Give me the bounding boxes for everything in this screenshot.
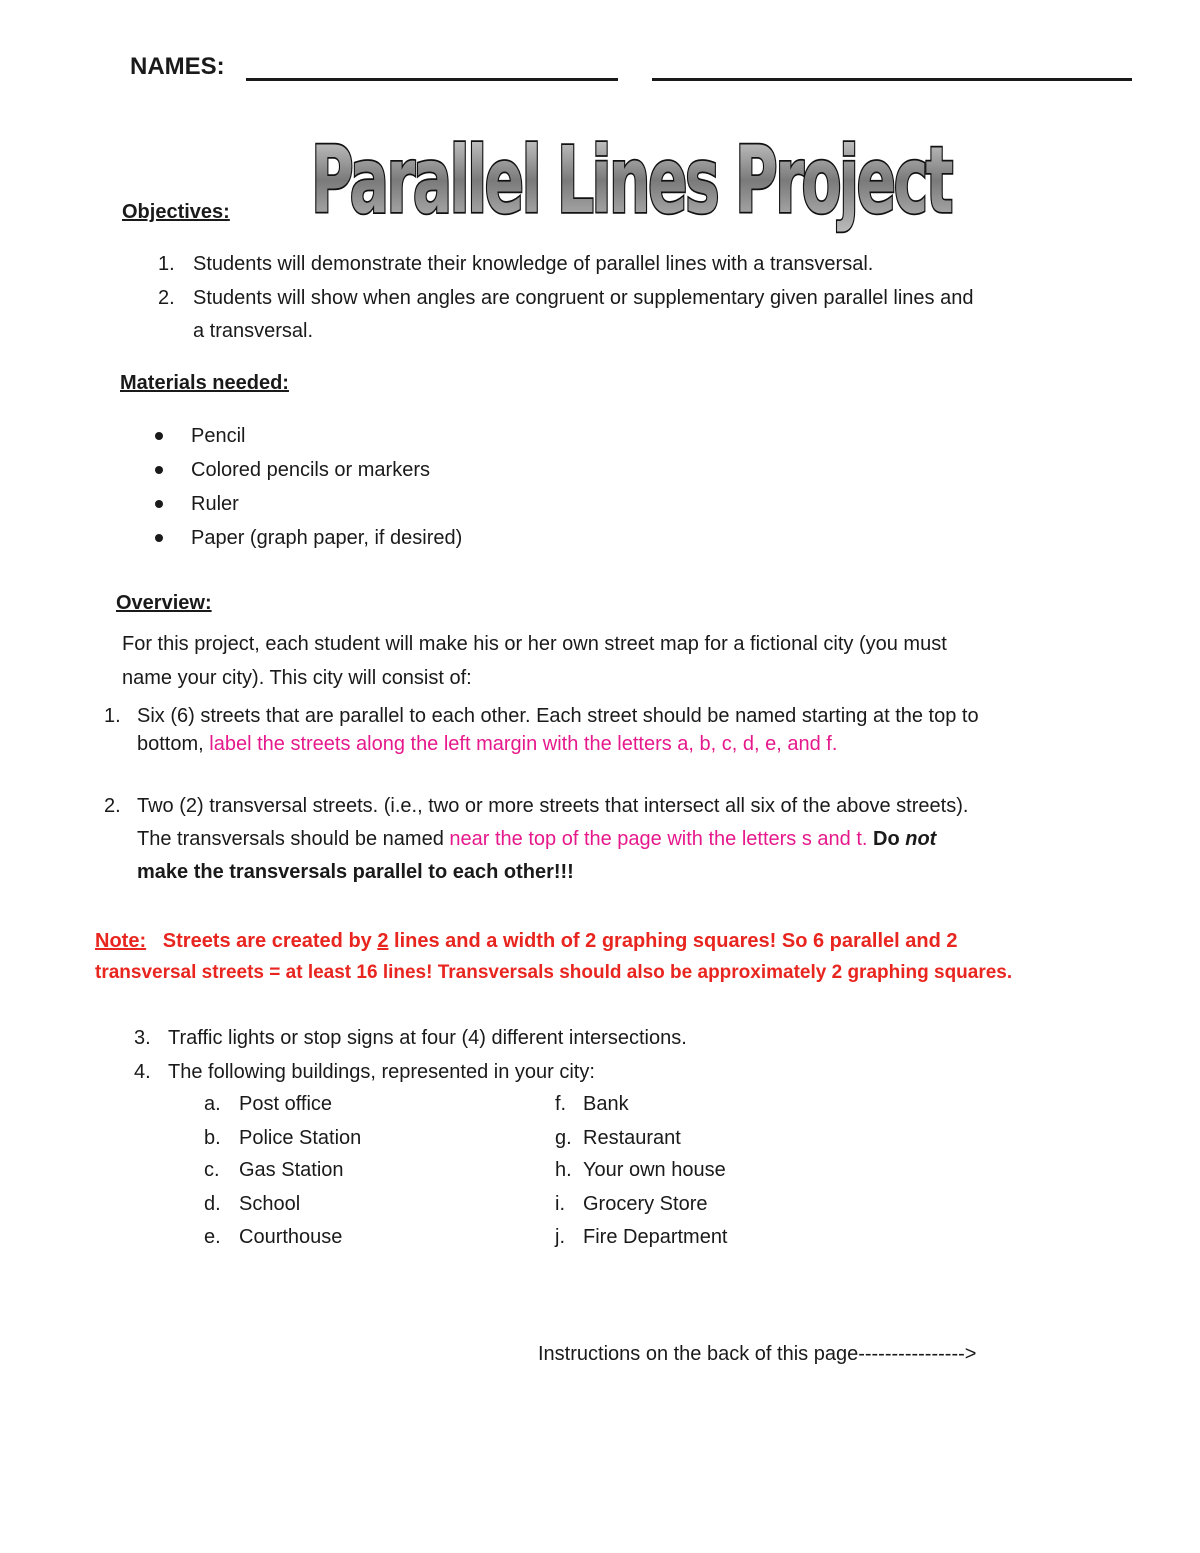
building-name: Gas Station (239, 1159, 344, 1181)
overview-intro-line-1: For this project, each student will make his or her own street map for a fictional city (you must (122, 633, 947, 655)
list-item-text-4: The following buildings, represented in your city: (168, 1061, 595, 1083)
overview-item-2-highlight: near the top of the page with the letters s and t. (449, 828, 868, 850)
title-logo (304, 116, 958, 234)
note-number: 2 (377, 930, 389, 952)
objective-text-2: Students will show when angles are congruent or supplementary given parallel lines and (193, 287, 974, 309)
building-name: Bank (583, 1093, 629, 1115)
building-letter: b. (204, 1127, 221, 1149)
building-letter: d. (204, 1193, 221, 1215)
overview-item-1-highlight: label the streets along the left margin with the letters a, b, c, d, e, and f. (209, 733, 838, 755)
building-name: School (239, 1193, 301, 1215)
bullet-icon (155, 432, 163, 440)
note-line-2: transversal streets = at least 16 lines! Transversals should also be approximately 2 graphing squares. (95, 962, 1013, 983)
bullet-icon (155, 466, 163, 474)
overview-item-2-line-3: make the transversals parallel to each other!!! (137, 861, 574, 883)
building-letter: g. (555, 1127, 572, 1149)
objective-number-1: 1. (158, 253, 175, 275)
list-item-text-3: Traffic lights or stop signs at four (4) different intersections. (168, 1027, 687, 1049)
material-item: Colored pencils or markers (191, 459, 430, 481)
building-name: Post office (239, 1093, 333, 1115)
overview-item-2-line-1: Two (2) transversal streets. (i.e., two or more streets that intersect all six of the above streets). (137, 795, 969, 817)
overview-item-number-2: 2. (104, 795, 121, 817)
building-letter: c. (204, 1159, 220, 1181)
building-name: Courthouse (239, 1226, 343, 1248)
materials-heading: Materials needed: (120, 372, 289, 394)
overview-item-1-line-2 (137, 732, 837, 756)
overview-item-2-not: not (905, 828, 937, 850)
objectives-heading: Objectives: (122, 201, 230, 223)
overview-item-1-line-1: Six (6) streets that are parallel to each other. Each street should be named starting at the top to (137, 705, 979, 727)
building-name: Your own house (583, 1159, 726, 1181)
building-name: Police Station (239, 1127, 362, 1149)
material-item: Pencil (191, 425, 246, 447)
note-text-b: lines and a width of 2 graphing squares! So 6 parallel and 2 (388, 930, 958, 952)
list-item-number-3: 3. (134, 1027, 151, 1049)
objective-number-2: 2. (158, 287, 175, 309)
list-item-number-4: 4. (134, 1061, 151, 1083)
objective-text-1: Students will demonstrate their knowledge of parallel lines with a transversal. (193, 253, 874, 275)
note-text-a: Streets are created by (162, 930, 378, 952)
bullet-icon (155, 534, 163, 542)
note-label: Note: (95, 930, 147, 952)
building-name: Fire Department (583, 1226, 728, 1248)
building-letter: j. (555, 1226, 565, 1248)
back-page-instructions: Instructions on the back of this page----------------> (538, 1343, 977, 1365)
overview-item-1-plain: bottom, (137, 733, 210, 755)
overview-item-number-1: 1. (104, 705, 121, 727)
overview-item-2-line-2 (137, 827, 936, 851)
overview-item-2-plain: The transversals should be named (137, 828, 450, 850)
title-text: Parallel Lines Project (311, 127, 953, 234)
building-letter: i. (555, 1193, 565, 1215)
material-item: Paper (graph paper, if desired) (191, 527, 463, 549)
building-letter: f. (555, 1093, 567, 1115)
note-line-1 (95, 929, 957, 953)
building-letter: e. (204, 1226, 221, 1248)
bullet-icon (155, 500, 163, 508)
building-letter: h. (555, 1159, 572, 1181)
name-line-1[interactable] (246, 78, 618, 81)
material-item: Ruler (191, 493, 239, 515)
building-letter: a. (204, 1093, 221, 1115)
names-label: NAMES: (130, 53, 225, 80)
objective-text-2-cont: a transversal. (193, 320, 314, 342)
overview-intro-line-2: name your city). This city will consist of: (122, 667, 472, 689)
name-line-2[interactable] (652, 78, 1132, 81)
overview-heading: Overview: (116, 592, 212, 614)
overview-item-2-bold: Do (867, 828, 906, 850)
building-name: Grocery Store (583, 1193, 708, 1215)
building-name: Restaurant (583, 1127, 681, 1149)
